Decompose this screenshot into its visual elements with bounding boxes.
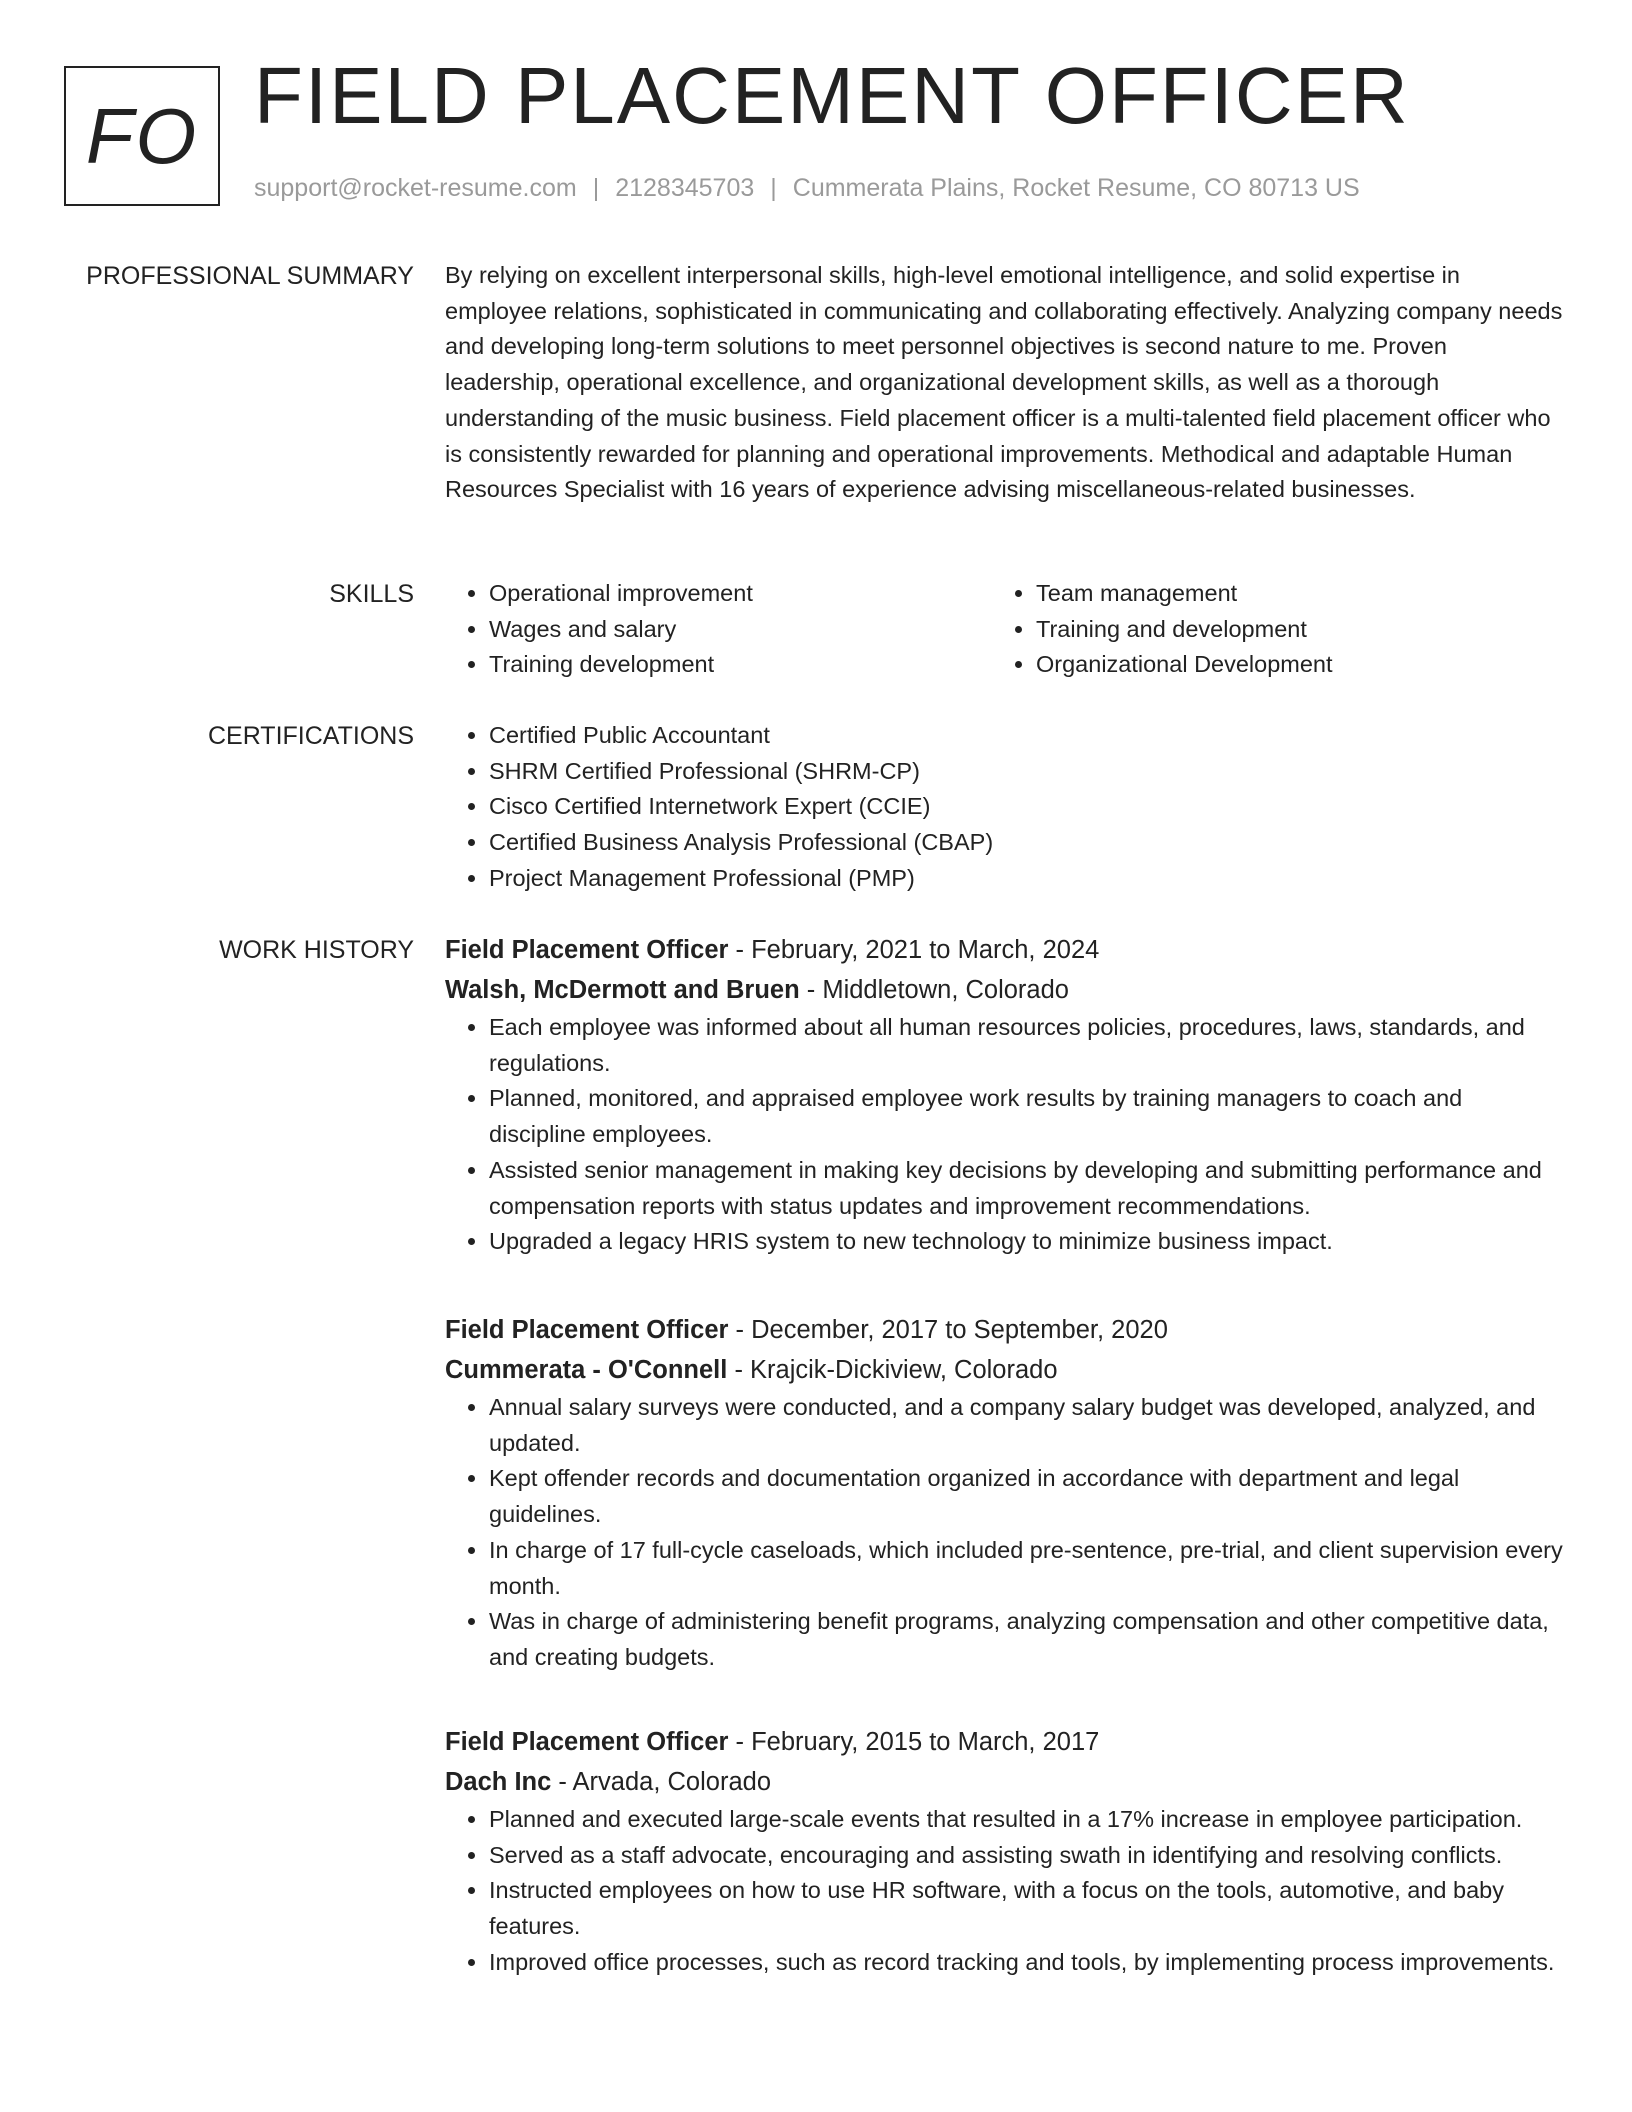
skills-list-left	[445, 576, 992, 683]
certification-item: • Certified Business Analysis Professional (CBAP)	[489, 825, 1565, 861]
job-dates: - December, 2017 to September, 2020	[728, 1316, 1168, 1344]
job-title-line	[445, 1310, 1565, 1350]
job-bullet: • Improved office processes, such as record tracking and tools, by implementing process improvements.	[489, 1945, 1565, 1981]
job-bullets	[445, 1390, 1565, 1676]
job-body	[445, 1722, 1565, 1981]
certification-item: • Cisco Certified Internetwork Expert (CCIE)	[489, 789, 1565, 825]
contact-phone: 2128345703	[615, 174, 755, 202]
skill-item: • Team management	[1036, 576, 1539, 612]
job-bullet: • Planned, monitored, and appraised employee work results by training managers to coach and discipline employees.	[489, 1081, 1565, 1152]
job-company: Dach Inc	[445, 1768, 552, 1796]
skill-item: • Wages and salary	[489, 612, 992, 648]
skills-grid	[445, 576, 1565, 683]
job-title-line	[445, 930, 1565, 970]
job-body	[445, 930, 1565, 1260]
contact-separator: |	[592, 174, 600, 202]
certification-item: • Certified Public Accountant	[489, 718, 1565, 754]
skill-item: • Training and development	[1036, 612, 1539, 648]
job-company: Walsh, McDermott and Bruen	[445, 976, 800, 1004]
job-title: Field Placement Officer	[445, 1316, 729, 1344]
job-bullet: • Instructed employees on how to use HR software, with a focus on the tools, automotive, and baby features.	[489, 1873, 1565, 1944]
job-dates: - February, 2015 to March, 2017	[728, 1728, 1100, 1756]
work-history-heading: WORK HISTORY	[219, 936, 414, 964]
contact-line	[254, 174, 1360, 203]
job-bullet: • Served as a staff advocate, encouraging and assisting swath in identifying and resolving conflicts.	[489, 1838, 1565, 1874]
job-bullet: • In charge of 17 full-cycle caseloads, which included pre-sentence, pre-trial, and client supervision every month.	[489, 1533, 1565, 1604]
certifications-list	[445, 718, 1565, 897]
job-bullets	[445, 1010, 1565, 1260]
job-bullets	[445, 1802, 1565, 1981]
monogram-badge	[64, 66, 220, 206]
job-company-line	[445, 1762, 1565, 1802]
job-company: Cummerata - O'Connell	[445, 1356, 728, 1384]
contact-email: support@rocket-resume.com	[254, 174, 577, 202]
job-title: Field Placement Officer	[445, 1728, 729, 1756]
job-bullet: • Was in charge of administering benefit programs, analyzing compensation and other competitive data, and creating budgets.	[489, 1604, 1565, 1675]
job-location: - Arvada, Colorado	[551, 1768, 771, 1796]
certification-item: • Project Management Professional (PMP)	[489, 861, 1565, 897]
skill-item: • Organizational Development	[1036, 647, 1539, 683]
contact-address: Cummerata Plains, Rocket Resume, CO 80713 US	[792, 174, 1360, 202]
job-location: - Krajcik-Dickiview, Colorado	[727, 1356, 1058, 1384]
resume-title: FIELD PLACEMENT OFFICER	[254, 51, 1410, 140]
skills-heading: SKILLS	[329, 580, 414, 608]
summary-body	[445, 258, 1565, 508]
job-company-line	[445, 970, 1565, 1010]
skill-item: • Operational improvement	[489, 576, 992, 612]
skills-body	[445, 576, 1565, 683]
job-title-line	[445, 1722, 1565, 1762]
contact-separator: |	[770, 174, 777, 202]
job-bullet: • Assisted senior management in making key decisions by developing and submitting performance and compensation reports with status updates and improvement recommendations.	[489, 1153, 1565, 1224]
skill-item: • Training development	[489, 647, 992, 683]
job-bullet: • Upgraded a legacy HRIS system to new technology to minimize business impact.	[489, 1224, 1565, 1260]
job-location: - Middletown, Colorado	[799, 976, 1069, 1004]
monogram-text: FO	[85, 91, 199, 180]
certification-item: • SHRM Certified Professional (SHRM-CP)	[489, 754, 1565, 790]
job-bullet: • Planned and executed large-scale events that resulted in a 17% increase in employee participation.	[489, 1802, 1565, 1838]
job-body	[445, 1310, 1565, 1676]
certifications-body	[445, 718, 1565, 897]
summary-paragraph: By relying on excellent interpersonal skills, high-level emotional intelligence, and solid expertise in employee relations, sophisticated in communicating and collaborating effectively. Analyzing company needs and developing long-term solutions to meet personnel objectives is second nature to me. Proven leadership, operational excellence, and organizational development skills, as well as a thorough understanding of the music business. Field placement officer is a multi-talented field placement officer who is consistently rewarded for planning and operational improvements. Methodical and adaptable Human Resources Specialist with 16 years of experience advising miscellaneous-related businesses.	[445, 262, 1563, 503]
job-bullet: • Kept offender records and documentation organized in accordance with department and legal guidelines.	[489, 1461, 1565, 1532]
skills-list-right	[992, 576, 1539, 683]
job-dates: - February, 2021 to March, 2024	[728, 936, 1100, 964]
job-bullet: • Annual salary surveys were conducted, and a company salary budget was developed, analyzed, and updated.	[489, 1390, 1565, 1461]
job-title: Field Placement Officer	[445, 936, 729, 964]
job-company-line	[445, 1350, 1565, 1390]
summary-heading: PROFESSIONAL SUMMARY	[86, 262, 414, 290]
job-bullet: • Each employee was informed about all human resources policies, procedures, laws, standards, and regulations.	[489, 1010, 1565, 1081]
certifications-heading: CERTIFICATIONS	[207, 722, 414, 750]
